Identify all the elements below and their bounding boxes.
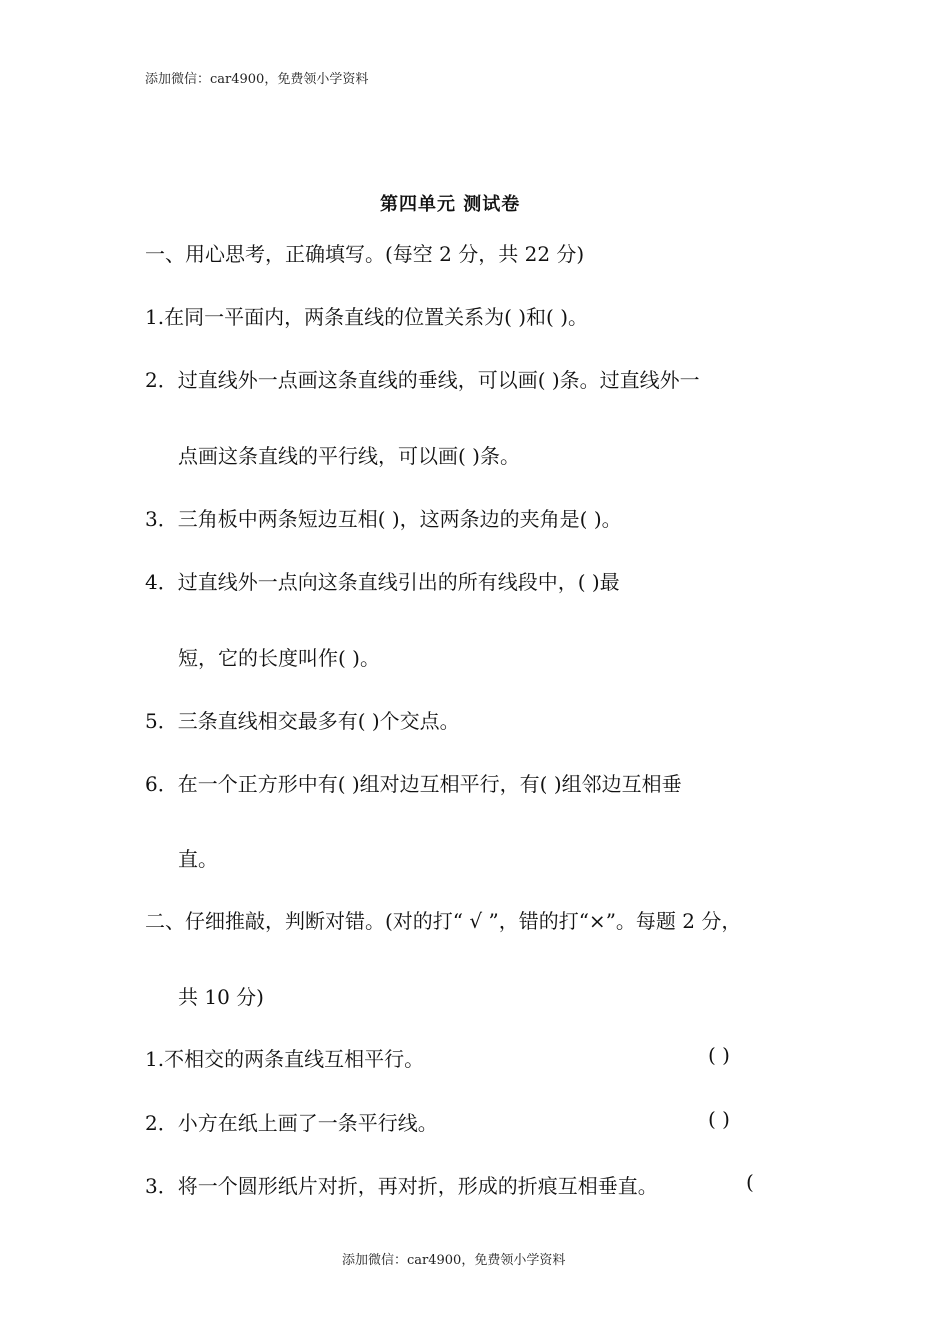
question-1-1: 1.在同一平面内，两条直线的位置关系为( )和( )。	[145, 305, 589, 329]
section-1-heading: 一、用心思考，正确填写。(每空 2 分，共 22 分)	[145, 242, 585, 266]
question-1-3: 3．三角板中两条短边互相( )，这两条边的夹角是( )。	[145, 507, 622, 531]
answer-bracket-2-2: ( )	[708, 1107, 730, 1131]
question-1-4: 4．过直线外一点向这条直线引出的所有线段中，( )最	[145, 570, 620, 594]
question-1-6-cont: 直。	[178, 847, 218, 871]
question-2-3: 3．将一个圆形纸片对折，再对折，形成的折痕互相垂直。	[145, 1174, 658, 1198]
question-1-5: 5．三条直线相交最多有( )个交点。	[145, 709, 460, 733]
answer-bracket-2-1: ( )	[708, 1043, 730, 1067]
question-1-2-cont: 点画这条直线的平行线，可以画( )条。	[178, 444, 520, 468]
question-1-4-cont: 短，它的长度叫作( )。	[178, 646, 380, 670]
section-2-heading-cont: 共 10 分)	[178, 985, 264, 1009]
header-watermark: 添加微信：car4900，免费领小学资料	[145, 72, 369, 87]
answer-bracket-2-3: (	[746, 1170, 754, 1194]
footer-watermark: 添加微信：car4900，免费领小学资料	[342, 1253, 566, 1268]
section-2-heading: 二、仔细推敲，判断对错。(对的打“ √ ”，错的打“×”。每题 2 分，	[145, 909, 742, 933]
question-2-1: 1.不相交的两条直线互相平行。	[145, 1047, 425, 1071]
question-1-2: 2．过直线外一点画这条直线的垂线，可以画( )条。过直线外一	[145, 368, 700, 392]
page-title: 第四单元 测试卷	[380, 194, 521, 215]
question-1-6: 6．在一个正方形中有( )组对边互相平行，有( )组邻边互相垂	[145, 772, 682, 796]
question-2-2: 2．小方在纸上画了一条平行线。	[145, 1111, 438, 1135]
